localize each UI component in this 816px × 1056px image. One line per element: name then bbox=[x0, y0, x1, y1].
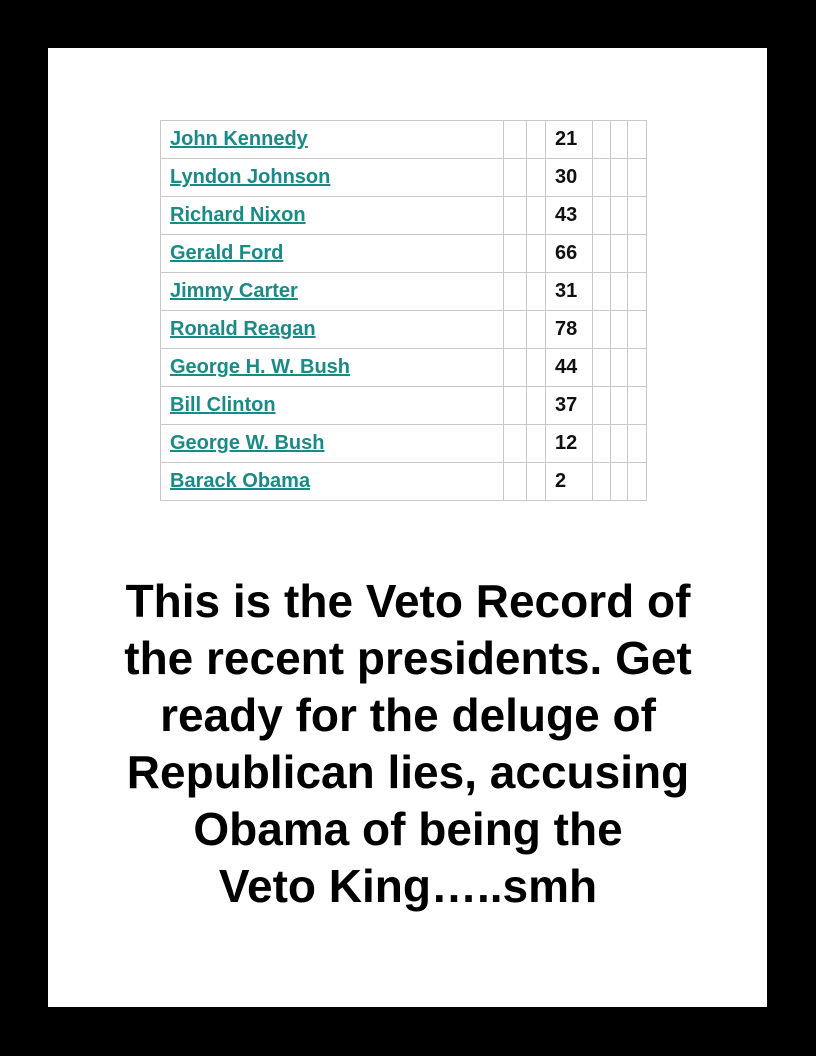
table-row bbox=[161, 425, 647, 463]
empty-cell bbox=[611, 425, 628, 463]
empty-cell bbox=[527, 235, 546, 273]
empty-cell bbox=[593, 387, 611, 425]
veto-count: 31 bbox=[546, 273, 593, 311]
empty-cell bbox=[593, 197, 611, 235]
president-cell bbox=[161, 273, 504, 311]
empty-cell bbox=[504, 311, 527, 349]
empty-cell bbox=[628, 463, 647, 501]
caption-line: Republican lies, accusing bbox=[126, 746, 690, 798]
empty-cell bbox=[593, 235, 611, 273]
president-link[interactable]: George H. W. Bush bbox=[170, 356, 351, 378]
veto-count: 12 bbox=[546, 425, 593, 463]
president-cell bbox=[161, 425, 504, 463]
president-link[interactable]: Gerald Ford bbox=[170, 242, 284, 264]
empty-cell bbox=[527, 349, 546, 387]
table-row bbox=[161, 197, 647, 235]
table-row bbox=[161, 311, 647, 349]
empty-cell bbox=[527, 463, 546, 501]
caption-line: ready for the deluge of bbox=[160, 689, 656, 741]
empty-cell bbox=[593, 159, 611, 197]
president-link[interactable]: Bill Clinton bbox=[170, 394, 276, 416]
veto-count: 44 bbox=[546, 349, 593, 387]
empty-cell bbox=[628, 121, 647, 159]
empty-cell bbox=[504, 387, 527, 425]
caption-line: This is the Veto Record of bbox=[125, 575, 691, 627]
veto-count: 66 bbox=[546, 235, 593, 273]
veto-count: 43 bbox=[546, 197, 593, 235]
table-row bbox=[161, 235, 647, 273]
table-row bbox=[161, 121, 647, 159]
veto-count: 37 bbox=[546, 387, 593, 425]
table-row bbox=[161, 463, 647, 501]
president-cell bbox=[161, 235, 504, 273]
empty-cell bbox=[611, 197, 628, 235]
empty-cell bbox=[628, 235, 647, 273]
empty-cell bbox=[527, 273, 546, 311]
veto-table bbox=[160, 120, 647, 501]
president-cell bbox=[161, 197, 504, 235]
empty-cell bbox=[611, 159, 628, 197]
empty-cell bbox=[504, 121, 527, 159]
caption-line: Veto King…..smh bbox=[218, 860, 598, 912]
empty-cell bbox=[527, 425, 546, 463]
empty-cell bbox=[628, 425, 647, 463]
veto-count: 78 bbox=[546, 311, 593, 349]
empty-cell bbox=[527, 159, 546, 197]
empty-cell bbox=[628, 387, 647, 425]
empty-cell bbox=[611, 273, 628, 311]
table-row bbox=[161, 387, 647, 425]
president-cell bbox=[161, 159, 504, 197]
empty-cell bbox=[611, 349, 628, 387]
president-link[interactable]: George W. Bush bbox=[170, 432, 325, 454]
poster-frame bbox=[48, 48, 767, 1007]
president-cell bbox=[161, 463, 504, 501]
president-cell bbox=[161, 387, 504, 425]
empty-cell bbox=[628, 311, 647, 349]
empty-cell bbox=[527, 121, 546, 159]
empty-cell bbox=[611, 235, 628, 273]
empty-cell bbox=[593, 463, 611, 501]
veto-count: 21 bbox=[546, 121, 593, 159]
empty-cell bbox=[504, 425, 527, 463]
empty-cell bbox=[593, 121, 611, 159]
president-link[interactable]: Jimmy Carter bbox=[170, 280, 298, 302]
empty-cell bbox=[504, 159, 527, 197]
empty-cell bbox=[504, 197, 527, 235]
president-link[interactable]: Ronald Reagan bbox=[170, 318, 316, 340]
caption-line: Obama of being the bbox=[193, 803, 623, 855]
veto-count: 30 bbox=[546, 159, 593, 197]
empty-cell bbox=[611, 311, 628, 349]
empty-cell bbox=[611, 387, 628, 425]
empty-cell bbox=[628, 197, 647, 235]
president-link[interactable]: Lyndon Johnson bbox=[170, 166, 331, 188]
table-row bbox=[161, 159, 647, 197]
empty-cell bbox=[593, 349, 611, 387]
empty-cell bbox=[504, 235, 527, 273]
empty-cell bbox=[628, 159, 647, 197]
empty-cell bbox=[628, 349, 647, 387]
empty-cell bbox=[611, 463, 628, 501]
empty-cell bbox=[593, 311, 611, 349]
table-row bbox=[161, 273, 647, 311]
caption-text bbox=[78, 573, 738, 915]
empty-cell bbox=[628, 273, 647, 311]
empty-cell bbox=[527, 387, 546, 425]
empty-cell bbox=[611, 121, 628, 159]
president-cell bbox=[161, 349, 504, 387]
empty-cell bbox=[504, 463, 527, 501]
president-cell bbox=[161, 121, 504, 159]
president-link[interactable]: Richard Nixon bbox=[170, 204, 306, 226]
president-link[interactable]: John Kennedy bbox=[170, 128, 308, 150]
empty-cell bbox=[504, 273, 527, 311]
president-cell bbox=[161, 311, 504, 349]
empty-cell bbox=[527, 197, 546, 235]
empty-cell bbox=[593, 425, 611, 463]
caption-line: the recent presidents. Get bbox=[124, 632, 692, 684]
veto-count: 2 bbox=[546, 463, 593, 501]
empty-cell bbox=[504, 349, 527, 387]
empty-cell bbox=[593, 273, 611, 311]
table-row bbox=[161, 349, 647, 387]
president-link[interactable]: Barack Obama bbox=[170, 470, 311, 492]
empty-cell bbox=[527, 311, 546, 349]
